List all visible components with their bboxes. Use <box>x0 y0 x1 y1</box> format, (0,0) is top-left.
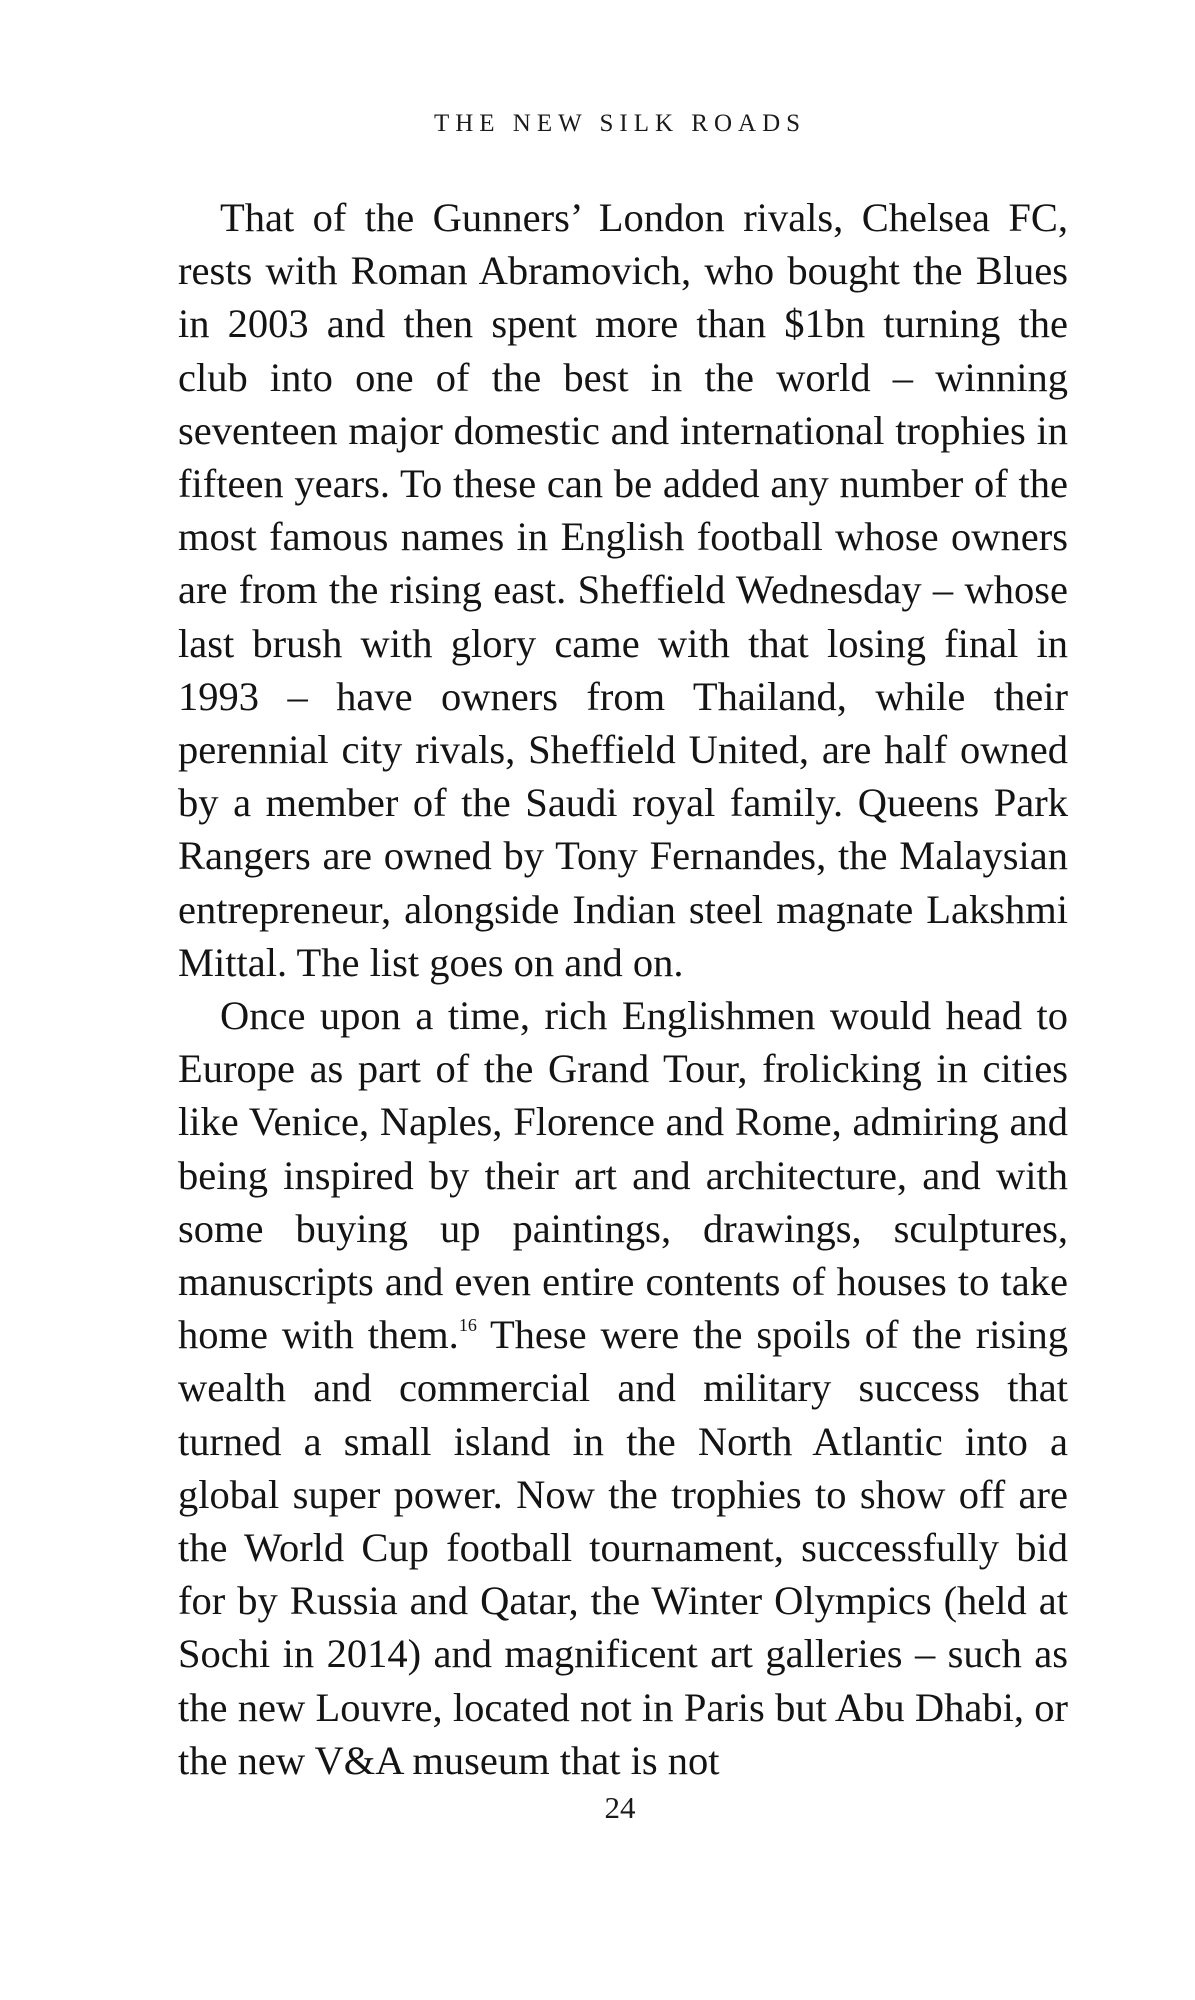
paragraph-2-text-after-note: These were the spoils of the rising wealth and commercial and military success that turned a small island in the North Atlantic into a global super power. Now the trophies to show off are the World Cup football tournament, successfully bid for by Russia and Qatar, the Winter Olympics (held at Sochi in 2014) and magnificent art galleries – such as the new Louvre, located not in Paris but Abu Dhabi, or the new V&A museum that is not <box>178 1312 1068 1783</box>
body-text <box>178 191 1068 1787</box>
paragraph-2 <box>178 989 1068 1787</box>
footnote-reference[interactable]: 16 <box>458 1315 477 1336</box>
paragraph-1: That of the Gunners’ London rivals, Chelsea FC, rests with Roman Abramovich, who bought the Blues in 2003 and then spent more than $1bn turning the club into one of the best in the world – winning seventeen major domestic and international trophies in fifteen years. To these can be added any number of the most famous names in English football whose owners are from the rising east. Sheffield Wednesday – whose last brush with glory came with that losing final in 1993 – have owners from Thailand, while their perennial city rivals, Sheffield United, are half owned by a member of the Saudi royal family. Queens Park Rangers are owned by Tony Fernandes, the Malaysian entrepreneur, alongside Indian steel magnate Lakshmi Mittal. The list goes on and on. <box>178 195 1068 985</box>
running-head: THE NEW SILK ROADS <box>433 110 807 137</box>
page-number: 24 <box>604 1790 636 1825</box>
paragraph-2-text-before-note: Once upon a time, rich Englishmen would head to Europe as part of the Grand Tour, frolicking in cities like Venice, Naples, Florence and Rome, admiring and being inspired by their art and architecture, and with some buying up paintings, drawings, sculptures, manuscripts and even entire contents of houses to take home with them. <box>178 993 1068 1358</box>
